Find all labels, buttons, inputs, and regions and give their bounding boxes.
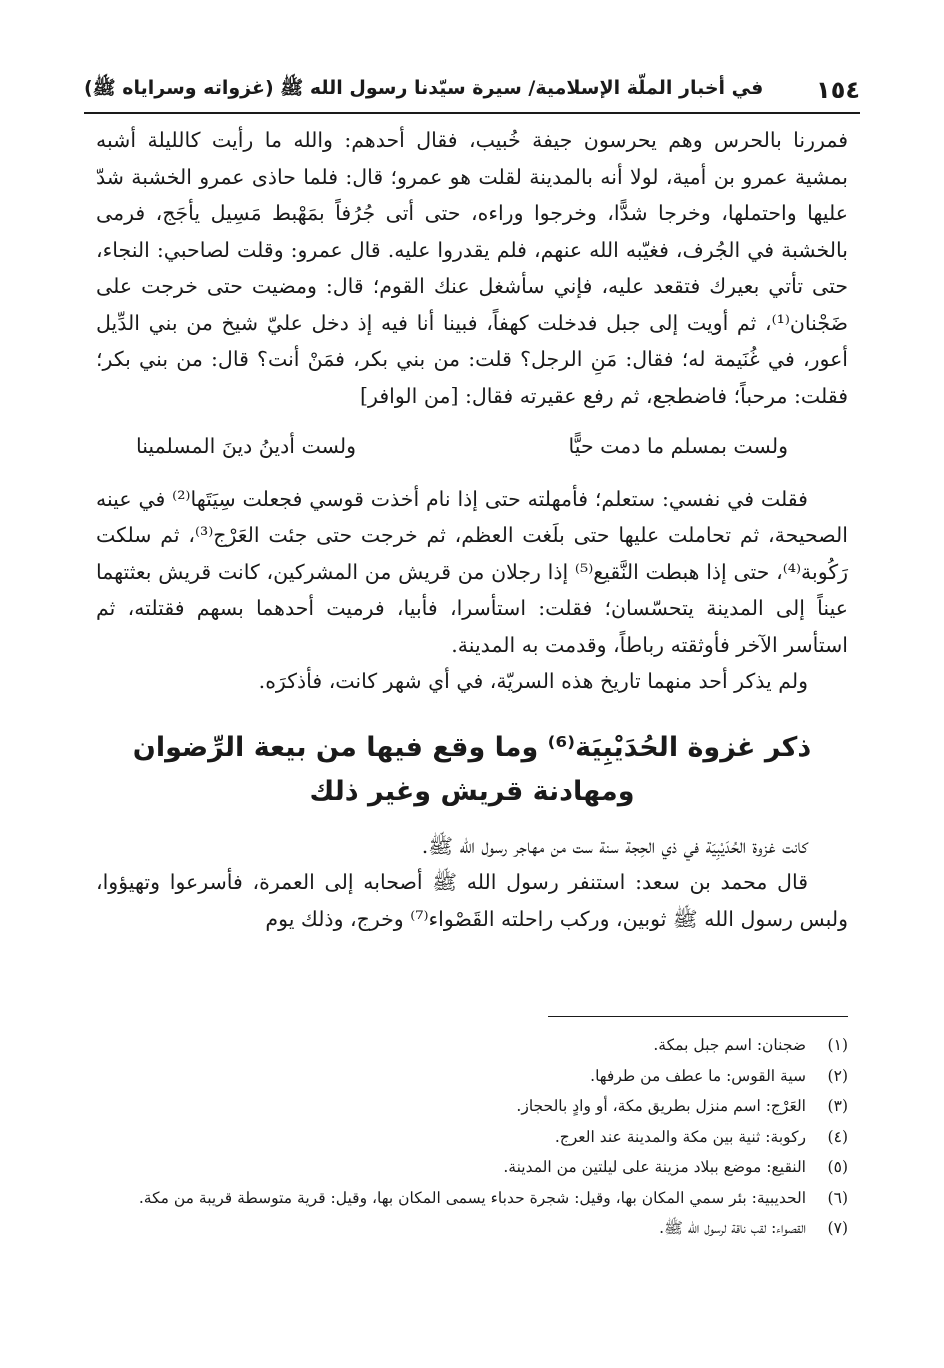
footnote-text: النقيع: موضع ببلاد مزينة على ليلتين من المدينة. <box>503 1158 806 1176</box>
footnote-number: (٤) <box>827 1127 848 1146</box>
footnotes <box>96 1016 848 1244</box>
section-heading <box>96 726 848 814</box>
footnote-text: ركوبة: ثنية بين مكة والمدينة عند العرج. <box>554 1127 806 1146</box>
running-title: في أخبار الملّة الإسلامية/ سيرة سيّدنا رسول الله ﷺ (غزواته وسراياه ﷺ) <box>84 77 764 99</box>
page-number: ١٥٤ <box>816 76 860 104</box>
section-heading-line-2: ومهادنة قريش وغير ذلك <box>309 775 635 807</box>
footnote-number: (٣) <box>827 1097 848 1115</box>
footnote <box>96 1030 848 1061</box>
section-heading-line-1: ذكر غزوة الحُدَيْبِيَة⁽⁶⁾ وما وقع فيها من بيعة الرِّضوان <box>132 731 812 763</box>
footnote-text: ضجنان: اسم جبل بمكة. <box>653 1036 806 1054</box>
paragraph: ولم يذكر أحد منهما تاريخ هذه السريّة، في أي شهر كانت، فأذكرَه. <box>258 669 808 693</box>
paragraph: قال محمد بن سعد: استنفر رسول الله ﷺ أصحابه إلى العمرة، فأسرعوا وتهيؤوا، ولبس رسول الله ﷺ ثوبين، وركب راحلته القَصْواء⁽⁷⁾ وخرج، وذلك يوم <box>96 870 848 931</box>
verse-second-hemistich: ولست أدينُ دينَ المسلمينا <box>136 434 357 458</box>
footnote <box>96 1061 848 1092</box>
main-text <box>96 122 848 937</box>
footnote <box>96 1213 848 1244</box>
footnote-number: (٦) <box>827 1188 848 1207</box>
paragraph: فقلت في نفسي: ستعلم؛ فأمهلته حتى إذا نام أخذت قوسي فجعلت سِيَتَها⁽²⁾ في عينه الصحيحة، ثم تحاملت عليها حتى بلَغت العظم، ثم خرجت حتى جئت العَرْج⁽³⁾، ثم سلكت رَكُوبة⁽⁴⁾، حتى إذا هبطت النَّقيع⁽⁵⁾ إذا رجلان من قريش من المشركين، كانت قريش بعثتهما عيناً إلى المدينة يتحسّسان؛ فقلت: استأسرا، فأبيا، فرميت أحدهما بسهم فقتلته، ثم استأسر الآخر فأوثقته رباطاً، وقدمت به المدينة. <box>96 486 848 657</box>
footnote-number: (٧) <box>827 1219 848 1237</box>
footnote <box>96 1122 848 1153</box>
page-header <box>84 68 860 114</box>
footnote-number: (١) <box>827 1036 848 1054</box>
footnote <box>96 1183 848 1214</box>
verse-first-hemistich: ولست بمسلم ما دمت حيًّا <box>568 434 788 458</box>
footnote <box>96 1152 848 1183</box>
footnote-text: العَرْج: اسم منزل بطريق مكة، أو وادٍ بالحجاز. <box>516 1097 806 1115</box>
footnote-number: (٥) <box>827 1158 848 1176</box>
footnote <box>96 1091 848 1122</box>
footnote-number: (٢) <box>827 1066 848 1085</box>
paragraph: كانت غزوة الحُدَيْبِيَة في ذي الحِجة سنة ست من مهاجر رسول الله ﷺ. <box>421 833 808 858</box>
poem-verse <box>96 422 848 471</box>
footnote-text: الحديبية: بئر سمي المكان بها، وقيل: شجرة حدباء يسمى المكان بها، وقيل: قرية متوسطة قريبة من مكة. <box>138 1188 806 1207</box>
footnote-text: القصواء: لقب ناقة لرسول الله ﷺ. <box>659 1219 806 1237</box>
paragraph: فمررنا بالحرس وهم يحرسون جيفة خُبيب، فقال أحدهم: والله ما رأيت كالليلة أشبه بمشية عمرو بن أمية، لولا أنه بالمدينة لقلت هو عمرو؛ قال: فلما حاذى عمرو الخشبة شدّ عليها واحتملها، وخرجا شدًّا، وخرجوا وراءه، حتى أتى جُرُفاً بمَهْبط مَسِيل يأجَج، فرمى بالخشبة في الجُرف، فغيّبه الله عنهم، فلم يقدروا عليه. قال عمرو: وقلت لصاحبي: النجاء، حتى تأتي بعيرك فتقعد عليه، فإني سأشغل عنك القوم؛ قال: ومضيت حتى خرجت على ضَجْنان⁽¹⁾، ثم أويت إلى جبل فدخلت كهفاً، فبينا أنا فيه إذ دخل عليّ شيخ من بني الدِّيل أعور، في غُنَيمة له؛ فقال: مَنِ الرجل؟ قلت: من بني بكر، فمَنْ أنت؟ قال: من بني بكر؛ فقلت: مرحباً؛ فاضطجع، ثم رفع عقيرته فقال: [من الوافر] <box>96 128 848 408</box>
footnote-text: سية القوس: ما عطف من طرفها. <box>590 1066 806 1085</box>
